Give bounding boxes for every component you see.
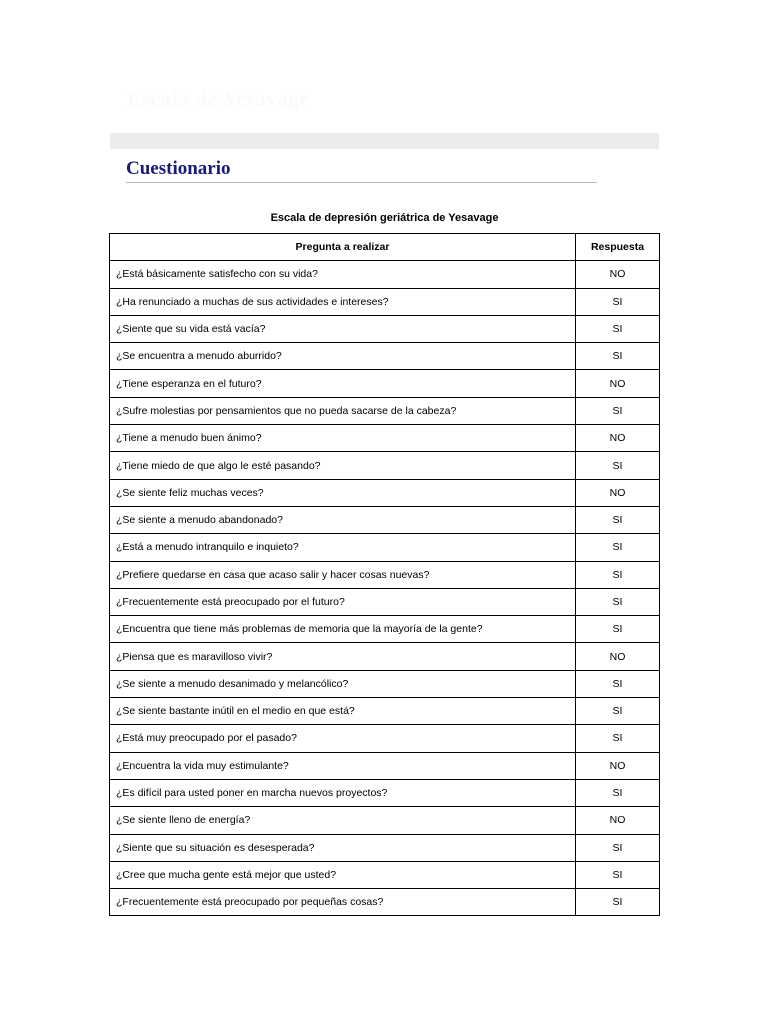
- table-row: [110, 370, 660, 397]
- question-cell: ¿Se siente a menudo abandonado?: [110, 506, 576, 533]
- table-row: [110, 807, 660, 834]
- answer-cell: NO: [576, 479, 660, 506]
- table-row: [110, 670, 660, 697]
- table-row: [110, 561, 660, 588]
- answer-cell: SI: [576, 616, 660, 643]
- questionnaire-table: [109, 233, 660, 916]
- answer-cell: NO: [576, 807, 660, 834]
- table-row: [110, 397, 660, 424]
- table-row: [110, 861, 660, 888]
- answer-cell: SI: [576, 315, 660, 342]
- answer-cell: SI: [576, 397, 660, 424]
- answer-cell: SI: [576, 588, 660, 615]
- answer-cell: NO: [576, 425, 660, 452]
- question-cell: ¿Se siente lleno de energía?: [110, 807, 576, 834]
- question-cell: ¿Encuentra que tiene más problemas de memoria que la mayoría de la gente?: [110, 616, 576, 643]
- answer-cell: NO: [576, 261, 660, 288]
- table-row: [110, 534, 660, 561]
- question-cell: ¿Se siente feliz muchas veces?: [110, 479, 576, 506]
- section-heading: Cuestionario: [126, 158, 231, 179]
- question-cell: ¿Tiene miedo de que algo le esté pasando?: [110, 452, 576, 479]
- question-cell: ¿Frecuentemente está preocupado por el futuro?: [110, 588, 576, 615]
- question-cell: ¿Encuentra la vida muy estimulante?: [110, 752, 576, 779]
- answer-cell: SI: [576, 452, 660, 479]
- question-cell: ¿Sufre molestias por pensamientos que no pueda sacarse de la cabeza?: [110, 397, 576, 424]
- question-cell: ¿Siente que su situación es desesperada?: [110, 834, 576, 861]
- heading-divider: [126, 182, 597, 183]
- answer-cell: SI: [576, 725, 660, 752]
- answer-cell: SI: [576, 343, 660, 370]
- question-cell: ¿Se siente a menudo desanimado y melancólico?: [110, 670, 576, 697]
- question-cell: ¿Tiene esperanza en el futuro?: [110, 370, 576, 397]
- question-cell: ¿Piensa que es maravilloso vivir?: [110, 643, 576, 670]
- table-row: [110, 725, 660, 752]
- table-row: [110, 779, 660, 806]
- column-header-question: Pregunta a realizar: [110, 234, 576, 261]
- table-row: [110, 479, 660, 506]
- table-row: [110, 889, 660, 916]
- table-row: [110, 752, 660, 779]
- answer-cell: SI: [576, 534, 660, 561]
- column-header-answer: Respuesta: [576, 234, 660, 261]
- table-row: [110, 698, 660, 725]
- table-header-row: [110, 234, 660, 261]
- question-cell: ¿Se siente bastante inútil en el medio en que está?: [110, 698, 576, 725]
- question-cell: ¿Está muy preocupado por el pasado?: [110, 725, 576, 752]
- table-row: [110, 506, 660, 533]
- table-row: [110, 315, 660, 342]
- question-cell: ¿Prefiere quedarse en casa que acaso salir y hacer cosas nuevas?: [110, 561, 576, 588]
- table-row: [110, 643, 660, 670]
- question-cell: ¿Se encuentra a menudo aburrido?: [110, 343, 576, 370]
- question-cell: ¿Siente que su vida está vacía?: [110, 315, 576, 342]
- answer-cell: SI: [576, 561, 660, 588]
- answer-cell: NO: [576, 643, 660, 670]
- answer-cell: NO: [576, 370, 660, 397]
- header-bar: [110, 133, 659, 149]
- answer-cell: SI: [576, 861, 660, 888]
- answer-cell: SI: [576, 506, 660, 533]
- answer-cell: SI: [576, 670, 660, 697]
- question-cell: ¿Cree que mucha gente está mejor que usted?: [110, 861, 576, 888]
- answer-cell: SI: [576, 288, 660, 315]
- table-caption: Escala de depresión geriátrica de Yesavage: [270, 212, 499, 224]
- answer-cell: SI: [576, 779, 660, 806]
- page-title: Escala de Yesavage: [127, 86, 310, 111]
- table-row: [110, 425, 660, 452]
- question-cell: ¿Está a menudo intranquilo e inquieto?: [110, 534, 576, 561]
- question-cell: ¿Está básicamente satisfecho con su vida?: [110, 261, 576, 288]
- table-row: [110, 834, 660, 861]
- answer-cell: SI: [576, 698, 660, 725]
- answer-cell: SI: [576, 834, 660, 861]
- table-row: [110, 343, 660, 370]
- table-row: [110, 452, 660, 479]
- question-cell: ¿Frecuentemente está preocupado por pequeñas cosas?: [110, 889, 576, 916]
- question-cell: ¿Ha renunciado a muchas de sus actividades e intereses?: [110, 288, 576, 315]
- answer-cell: SI: [576, 889, 660, 916]
- table-row: [110, 616, 660, 643]
- table-row: [110, 588, 660, 615]
- table-row: [110, 261, 660, 288]
- question-cell: ¿Tiene a menudo buen ánimo?: [110, 425, 576, 452]
- question-cell: ¿Es difícil para usted poner en marcha nuevos proyectos?: [110, 779, 576, 806]
- answer-cell: NO: [576, 752, 660, 779]
- table-row: [110, 288, 660, 315]
